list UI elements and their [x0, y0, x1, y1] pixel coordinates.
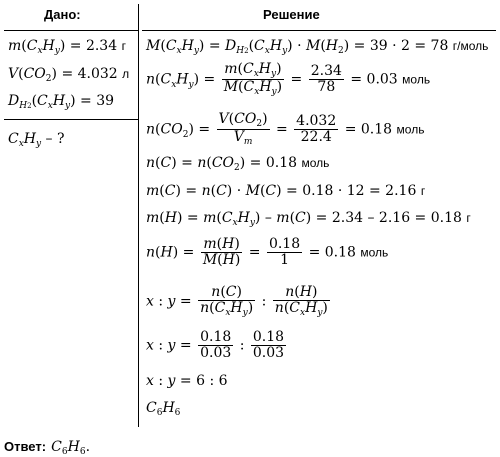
step-moles-hydrogen: n(H) = $\frac{m(H)}{M(H)}$ = $\frac{0.18}{1}$ = 0.18 моль: [146, 236, 389, 268]
answer-row: [4, 436, 90, 457]
find-unknown: $C_xH_y$ – ?: [8, 131, 65, 149]
given-header-underline: [4, 30, 138, 31]
given-find-divider: [4, 119, 138, 120]
step-moles-hydrocarbon: $n(C_xH_y)$ = $\frac{m(C_xH_y)}{M(C_xH_y)}$ = $\frac{2.34}{78}$ = 0.03 моль: [146, 61, 431, 97]
step-ratio-formula: x : y = $\frac{n(C)}{n(C_xH_y)}$ : $\frac{n(H)}{n(C_xH_y)}$: [146, 284, 328, 318]
step-mass-carbon: m(C) = n(C) · M(C) = 0.18 · 12 = 2.16 г: [146, 183, 426, 199]
given-density: $D_{H2}(C_xH_y) = 39$: [8, 93, 115, 111]
solution-header-underline: [142, 30, 496, 31]
given-mass: $m(C_xH_y) = 2.34$ г: [8, 38, 126, 56]
step-moles-carbon: $n(C) = n(CO_2) = 0.18$ моль: [146, 155, 330, 173]
step-ratio-result: x : y = 6 : 6: [146, 373, 228, 389]
solution-header: Решение: [263, 7, 320, 22]
step-ratio-values: x : y = $\frac{0.18}{0.03}$ : $\frac{0.18}{0.03}$: [146, 329, 285, 361]
given-header: Дано:: [44, 7, 81, 22]
step-moles-co2: $n(CO_2)$ = $\frac{V(CO_2)}{V_m}$ = $\frac{4.032}{22.4}$ = 0.18 моль: [146, 111, 425, 147]
step-molar-mass: $M(C_xH_y) = D_{H2}(C_xH_y) \cdot M(H_2) = 39 \cdot 2 = 78$ г/моль: [146, 38, 489, 56]
step-formula: $C_6H_6$: [146, 400, 181, 418]
answer-label: Ответ:: [4, 439, 47, 454]
column-divider: [138, 4, 139, 427]
given-volume: $V(CO_2) = 4.032$ л: [8, 66, 130, 84]
step-mass-hydrogen: $m(H) = m(C_xH_y) - m(C) = 2.34 - 2.16 = 0.18$ г: [146, 210, 471, 228]
answer-value: $C_6H_6$.: [51, 439, 91, 457]
